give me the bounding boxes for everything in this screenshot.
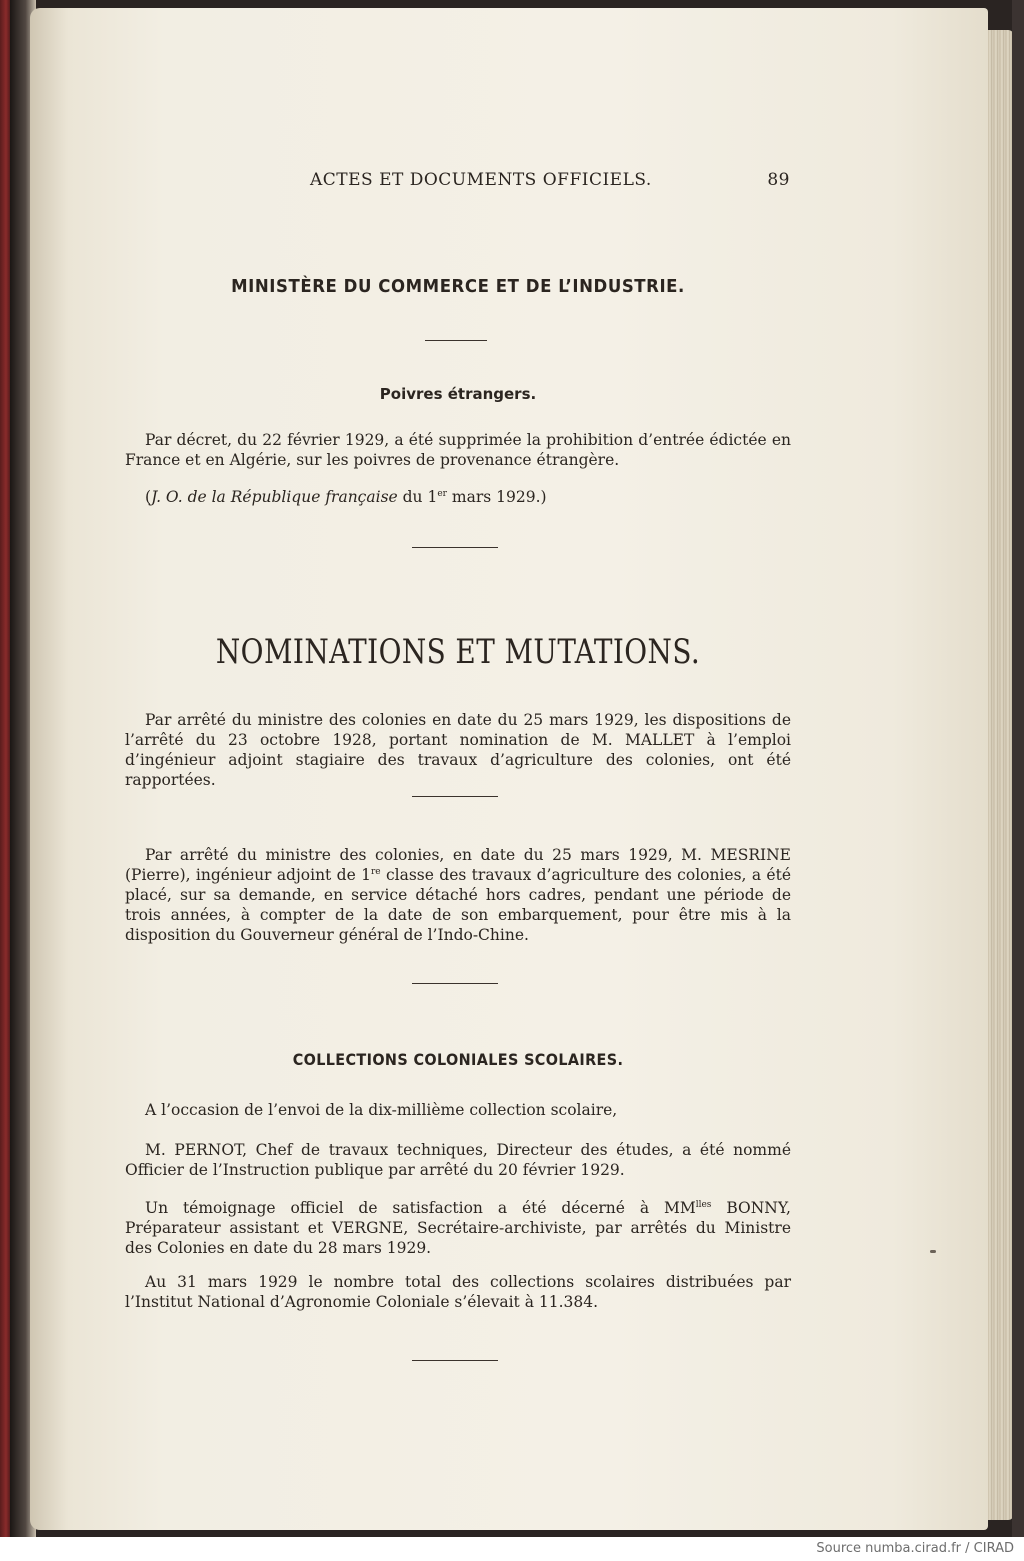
divider [412, 1360, 498, 1361]
paragraph-bonny-vergne [125, 1198, 791, 1258]
citation-journal: J. O. de la République française [151, 488, 398, 506]
divider [412, 983, 498, 984]
divider [425, 340, 487, 341]
paragraph-total-collections: Au 31 mars 1929 le nombre total des collections scolaires distribuées par l’Institut National d’Agronomie Coloniale s’élevait à 11.384. [125, 1273, 791, 1311]
page-number: 89 [767, 170, 790, 190]
citation-journal-officiel [145, 487, 785, 507]
running-head [310, 170, 790, 190]
margin-mark [930, 1250, 936, 1253]
paragraph-pernot: M. PERNOT, Chef de travaux techniques, Directeur des études, a été nommé Officier de l’Instruction publique par arrêté du 20 février 1929. [125, 1141, 791, 1179]
paragraph-mesrine [125, 845, 791, 945]
paragraph-mesrine-b: classe des travaux d’agriculture des colonies, a été placé, sur sa demande, en service détaché hors cadres, pendant une période de trois années, à compter de la date de son embarquement, pour être mis à la disposition du Gouverneur général de l’Indo-Chine. [125, 866, 792, 944]
paragraph-bonny-b: BONNY, Préparateur assistant et VERGNE, Secrétaire-archiviste, par arrêtés du Ministre des Colonies en date du 28 mars 1929. [125, 1199, 791, 1257]
section-subtitle-poivres: Poivres étrangers. [379, 385, 537, 403]
paragraph-mesrine-sup: re [370, 867, 381, 877]
paragraph-bonny-sup: lles [695, 1200, 712, 1210]
citation-end: mars 1929.) [446, 488, 547, 506]
paragraph-mallet: Par arrêté du ministre des colonies en date du 25 mars 1929, les dispositions de l’arrêté du 23 octobre 1928, portant nomination de M. MALLET à l’emploi d’ingénieur adjoint stagiaire des travaux d’agriculture des colonies, ont été rapportées. [125, 711, 791, 789]
citation-sup: er [437, 489, 447, 499]
source-caption: Source numba.cirad.fr / CIRAD [816, 1541, 1014, 1556]
citation-open: ( [145, 488, 152, 506]
section-title-nominations: NOMINATIONS ET MUTATIONS. [215, 632, 701, 672]
paragraph-bonny-a: Un témoignage officiel de satisfaction a été décerné à MM [145, 1199, 696, 1217]
paragraph-occasion: A l’occasion de l’envoi de la dix-millième collection scolaire, [145, 1101, 618, 1119]
paragraph-poivres: Par décret, du 22 février 1929, a été supprimée la prohibition d’entrée édictée en France et en Algérie, sur les poivres de provenance étrangère. [125, 431, 791, 469]
divider [412, 796, 498, 797]
section-title-collections: COLLECTIONS COLONIALES SCOLAIRES. [292, 1050, 624, 1069]
section-title-ministry: MINISTÈRE DU COMMERCE ET DE L’INDUSTRIE. [231, 276, 685, 297]
divider [412, 547, 498, 548]
book-cover-edge [1012, 0, 1024, 1537]
paragraph-mesrine-a: Par arrêté du ministre des colonies, en date du 25 mars 1929, M. MESRINE (Pierre), ingénieur adjoint de 1 [125, 846, 791, 884]
running-title: ACTES ET DOCUMENTS OFFICIELS. [310, 170, 652, 190]
citation-mid: du 1 [397, 488, 438, 506]
